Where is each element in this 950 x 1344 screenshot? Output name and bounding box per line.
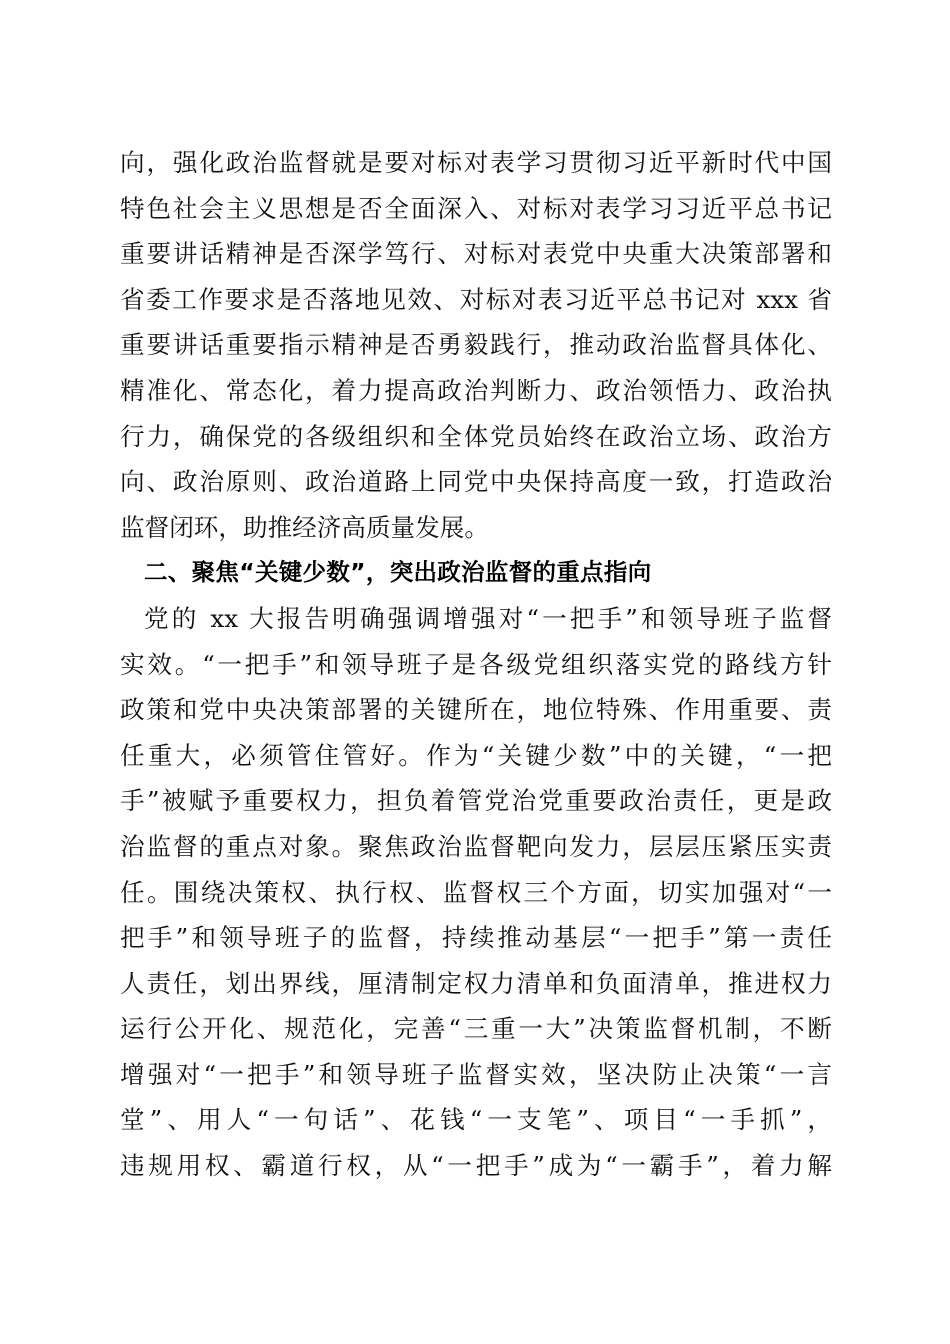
paragraph-line: 运行公开化、规范化，完善“三重一大”决策监督机制，不断	[120, 1014, 832, 1044]
paragraph-line: 重要讲话精神是否深学笃行、对标对表党中央重大决策部署和	[120, 239, 832, 269]
paragraph-line: 堂”、用人“一句话”、花钱“一支笔”、项目“一手抓”，	[120, 1105, 832, 1135]
paragraph-line: 行力，确保党的各级组织和全体党员始终在政治立场、政治方	[120, 421, 832, 451]
paragraph-line: 特色社会主义思想是否全面深入、对标对表学习习近平总书记	[120, 193, 832, 223]
paragraph-line: 违规用权、霸道行权，从“一把手”成为“一霸手”，着力解	[120, 1151, 832, 1181]
paragraph-line: 重要讲话重要指示精神是否勇毅践行，推动政治监督具体化、	[120, 330, 832, 360]
document-body	[120, 140, 832, 1189]
paragraph-1	[120, 140, 832, 550]
paragraph-line: 任。围绕决策权、执行权、监督权三个方面，切实加强对“一	[120, 877, 832, 907]
paragraph-line: 精准化、常态化，着力提高政治判断力、政治领悟力、政治执	[120, 375, 832, 405]
paragraph-line: 治监督的重点对象。聚焦政治监督靶向发力，层层压紧压实责	[120, 831, 832, 861]
paragraph-line: 向，强化政治监督就是要对标对表学习贯彻习近平新时代中国	[120, 148, 832, 177]
paragraph-line: 增强对“一把手”和领导班子监督实效，坚决防止决策“一言	[120, 1059, 832, 1089]
paragraph-line: 省委工作要求是否落地见效、对标对表习近平总书记对 xxx 省	[120, 284, 832, 314]
paragraph-line: 任重大，必须管住管好。作为“关键少数”中的关键，“一把	[120, 740, 832, 770]
paragraph-line: 党的 xx 大报告明确强调增强对“一把手”和领导班子监督	[144, 603, 832, 633]
paragraph-line: 政策和党中央决策部署的关键所在，地位特殊、作用重要、责	[120, 695, 832, 725]
paragraph-line: 监督闭环，助推经济高质量发展。	[120, 512, 489, 542]
paragraph-line: 人责任，划出界线，厘清制定权力清单和负面清单，推进权力	[120, 968, 832, 998]
paragraph-line: 实效。“一把手”和领导班子是各级党组织落实党的路线方针	[120, 649, 832, 679]
section-heading: 二、聚焦“关键少数”，突出政治监督的重点指向	[144, 558, 652, 587]
paragraph-line: 把手”和领导班子的监督，持续推动基层“一把手”第一责任	[120, 923, 832, 953]
paragraph-2	[120, 596, 832, 1189]
paragraph-line: 手”被赋予重要权力，担负着管党治党重要政治责任，更是政	[120, 786, 832, 816]
paragraph-line: 向、政治原则、政治道路上同党中央保持高度一致，打造政治	[120, 467, 832, 497]
